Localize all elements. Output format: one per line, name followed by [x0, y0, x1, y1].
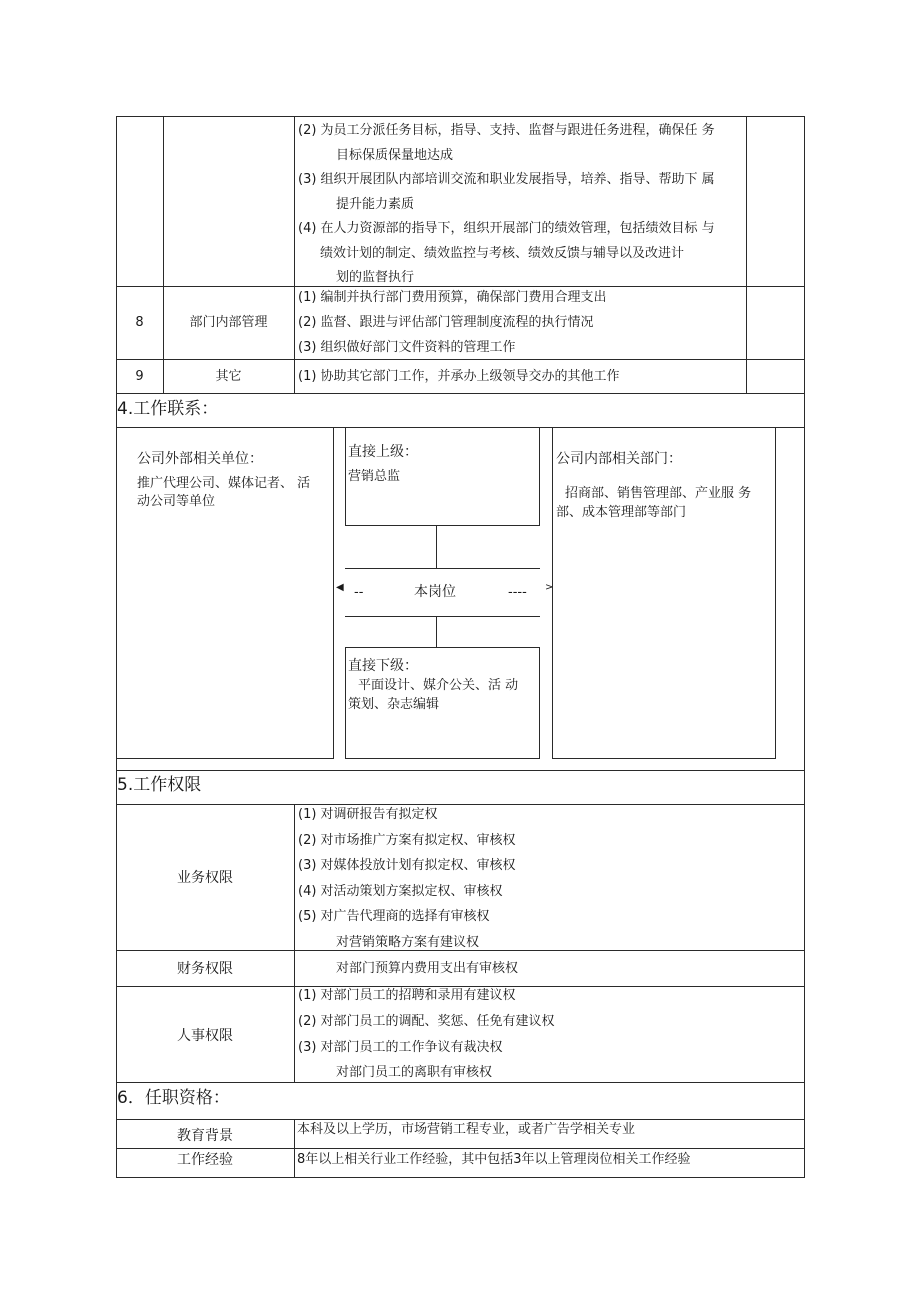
subordinate-text: 平面设计、媒介公关、活 动 [358, 678, 519, 693]
row-number: 9 [135, 369, 144, 384]
authority-item: (3) 对部门员工的工作争议有裁决权 [298, 1040, 503, 1055]
duty-name: 其它 [215, 369, 242, 384]
authority-item: (4) 对活动策划方案拟定权、审核权 [298, 884, 503, 899]
external-units-text: 动公司等单位 [137, 494, 216, 509]
authority-item: (2) 对市场推广方案有拟定权、审核权 [298, 833, 516, 848]
authority-item: (1) 对部门员工的招聘和录用有建议权 [298, 988, 516, 1003]
row-number: 8 [135, 315, 144, 330]
position-right-dash: ---- [508, 585, 527, 600]
duty-item: (2) 监督、跟进与评估部门管理制度流程的执行情况 [298, 315, 594, 330]
authority-item: 对部门预算内费用支出有审核权 [336, 961, 519, 976]
duty-item: 目标保质保量地达成 [336, 148, 454, 163]
personnel-authority-label: 人事权限 [177, 1028, 233, 1044]
internal-depts-label: 公司内部相关部门： [556, 451, 682, 467]
authority-item: (2) 对部门员工的调配、奖惩、任免有建议权 [298, 1014, 555, 1029]
education-label: 教育背景 [177, 1128, 233, 1144]
authority-item: 对部门员工的离职有审核权 [336, 1065, 493, 1080]
right-arrow-icon: > [545, 582, 554, 593]
internal-depts-text: 招商部、销售管理部、产业服 务 [565, 486, 752, 501]
duty-item: 绩效计划的制定、绩效监控与考核、绩效反馈与辅导以及改进计 [320, 246, 685, 261]
finance-authority-label: 财务权限 [177, 961, 233, 977]
experience-label: 工作经验 [177, 1152, 233, 1168]
authority-item: (5) 对广告代理商的选择有审核权 [298, 909, 490, 924]
internal-depts-text: 部、成本管理部等部门 [556, 505, 687, 520]
authority-item: (1) 对调研报告有拟定权 [298, 807, 438, 822]
duty-item: (3) 组织开展团队内部培训交流和职业发展指导，培养、指导、帮助下 属 [298, 172, 715, 187]
duty-item: 提升能力素质 [336, 197, 415, 212]
duty-item: (3) 组织做好部门文件资料的管理工作 [298, 340, 516, 355]
authority-item: 对营销策略方案有建议权 [336, 935, 480, 950]
external-units-label: 公司外部相关单位： [137, 451, 263, 467]
section-title: 6．任职资格： [117, 1088, 230, 1108]
subordinate-text: 策划、杂志编辑 [348, 697, 440, 712]
experience-value: 8年以上相关行业工作经验，其中包括3年以上管理岗位相关工作经验 [297, 1152, 691, 1167]
section-title: 5.工作权限 [117, 775, 202, 795]
position-left-dash: -- [354, 585, 364, 600]
duty-item: (1) 编制并执行部门费用预算，确保部门费用合理支出 [298, 290, 607, 305]
superior-label: 直接上级： [348, 444, 418, 460]
education-value: 本科及以上学历，市场营销工程专业，或者广告学相关专业 [297, 1122, 636, 1137]
position-label: 本岗位 [414, 584, 456, 600]
business-authority-label: 业务权限 [177, 870, 233, 886]
duty-item: 划的监督执行 [336, 270, 415, 285]
duty-item: (2) 为员工分派任务目标，指导、支持、监督与跟进任务进程，确保任 务 [298, 123, 715, 138]
left-arrow-icon: ◀ [336, 582, 344, 593]
subordinate-label: 直接下级： [348, 658, 418, 674]
authority-item: (3) 对媒体投放计划有拟定权、审核权 [298, 858, 516, 873]
section-title: 4.工作联系： [117, 399, 219, 419]
internal-depts-box [552, 427, 776, 759]
duty-item: (4) 在人力资源部的指导下，组织开展部门的绩效管理，包括绩效目标 与 [298, 221, 715, 236]
superior-value: 营销总监 [348, 469, 401, 484]
duty-item: (1) 协助其它部门工作，并承办上级领导交办的其他工作 [298, 369, 620, 384]
external-units-text: 推广代理公司、媒体记者、 活 [137, 476, 311, 491]
duty-name: 部门内部管理 [189, 315, 268, 330]
